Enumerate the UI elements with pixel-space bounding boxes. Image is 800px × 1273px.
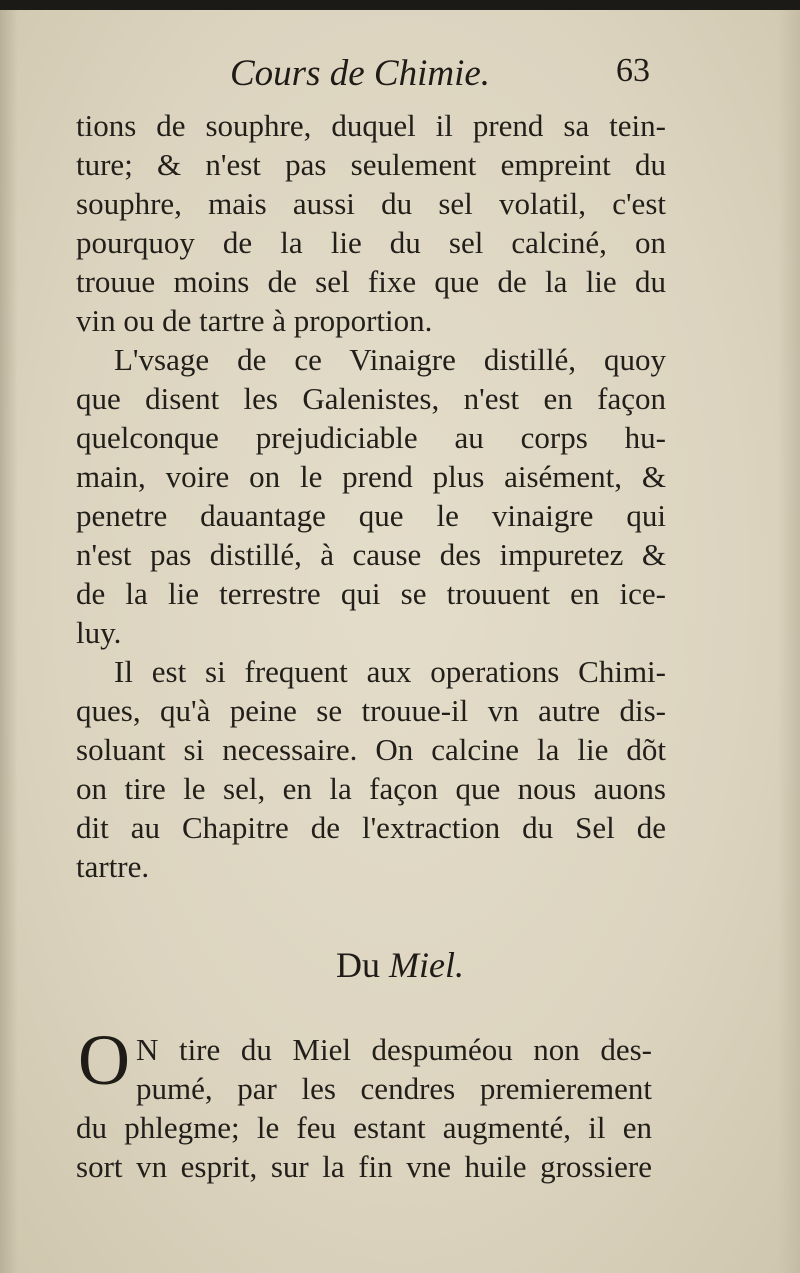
section-body-text xyxy=(76,1030,652,1186)
text-line: souphre, mais aussi du sel volatil, c'est xyxy=(76,186,666,221)
text-line: de la lie terrestre qui se trouuent en ice- xyxy=(76,576,666,611)
text-line: vin ou de tartre à proportion. xyxy=(76,303,433,338)
running-head xyxy=(0,52,800,102)
text-line: L'vsage de ce Vinaigre distillé, quoy xyxy=(114,342,666,377)
text-line: N tire du Miel despuméou non des- xyxy=(136,1032,652,1067)
body-text xyxy=(76,106,666,886)
text-line: luy. xyxy=(76,615,122,650)
text-line: dit au Chapitre de l'extraction du Sel de xyxy=(76,810,666,845)
text-line: Il est si frequent aux operations Chimi- xyxy=(114,654,666,689)
text-line: soluant si necessaire. On calcine la lie dõt xyxy=(76,732,666,767)
page-left-shadow xyxy=(0,10,18,1273)
text-line: sort vn esprit, sur la fin vne huile grossiere xyxy=(76,1149,652,1184)
section-heading xyxy=(0,944,800,986)
text-line: trouue moins de sel fixe que de la lie du xyxy=(76,264,666,299)
drop-cap: O xyxy=(78,1020,130,1100)
page-number: 63 xyxy=(616,52,650,89)
text-line: penetre dauantage que le vinaigre qui xyxy=(76,498,666,533)
text-line: que disent les Galenistes, n'est en façon xyxy=(76,381,666,416)
text-line: n'est pas distillé, à cause des impuretez & xyxy=(76,537,666,572)
scan-top-edge xyxy=(0,0,800,10)
text-line: tartre. xyxy=(76,849,150,884)
text-line: ques, qu'à peine se trouue-il vn autre dis- xyxy=(76,693,666,728)
text-line: ture; & n'est pas seulement empreint du xyxy=(76,147,666,182)
section-heading-prefix: Du xyxy=(336,945,380,985)
text-line: on tire le sel, en la façon que nous auons xyxy=(76,771,666,806)
text-line: pumé, par les cendres premierement xyxy=(136,1071,652,1106)
text-line: pourquoy de la lie du sel calciné, on xyxy=(76,225,666,260)
page-right-shadow xyxy=(778,10,800,1273)
text-line: quelconque prejudiciable au corps hu- xyxy=(76,420,666,455)
text-line: tions de souphre, duquel il prend sa tein- xyxy=(76,108,666,143)
text-line: du phlegme; le feu estant augmenté, il en xyxy=(76,1110,652,1145)
text-line: main, voire on le prend plus aisément, & xyxy=(76,459,666,494)
running-head-title: Cours de Chimie. xyxy=(230,53,491,94)
section-heading-title: Miel. xyxy=(389,945,464,985)
